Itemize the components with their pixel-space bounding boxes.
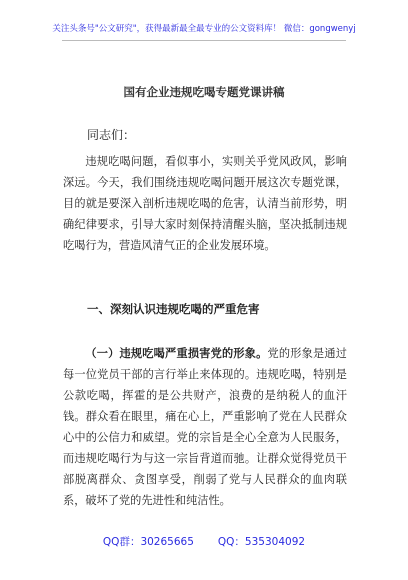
subsection-lead: （一）违规吃喝严重损害党的形象。 xyxy=(85,346,268,360)
footer-contacts xyxy=(0,534,408,549)
footer-qq-group: QQ群：30265665 xyxy=(102,536,194,548)
subsection-body: 党的形象是通过每一位党员干部的言行举止来体现的。违规吃喝，特别是公款吃喝，挥霍的是公共财产，浪费的是纳税人的血汗钱。群众看在眼里，痛在心上，严重影响了党在人民群众心中的公信力和威望。党的宗旨是全心全意为人民服务，而违规吃喝行为与这一宗旨背道而驰。让群众觉得党员干部脱离群众、贪图享受，削弱了党与人民群众的血肉联系，破坏了党的先进性和纯洁性。 xyxy=(63,347,347,507)
intro-paragraph: 违规吃喝问题，看似事小，实则关乎党风政风，影响深远。今天，我们围绕违规吃喝问题开展这次专题党课，目的就是要深入剖析违规吃喝的危害，认清当前形势，明确纪律要求，引导大家时刻保持清醒头脑，坚决抵制违规吃喝行为，营造风清气正的企业发展环境。 xyxy=(63,155,347,252)
section-heading: 一、深刻认识违规吃喝的严重危害 xyxy=(87,302,260,316)
subsection-paragraph xyxy=(63,343,347,511)
header-banner: 关注头条号"公文研究"，获得最新最全最专业的公文资料库！ 微信：gongwenyj xyxy=(52,24,356,34)
salutation: 同志们： xyxy=(87,128,136,142)
document-title: 国有企业违规吃喝专题党课讲稿 xyxy=(123,85,285,99)
header-divider xyxy=(62,40,346,41)
footer-qq: QQ：535304092 xyxy=(217,536,306,548)
